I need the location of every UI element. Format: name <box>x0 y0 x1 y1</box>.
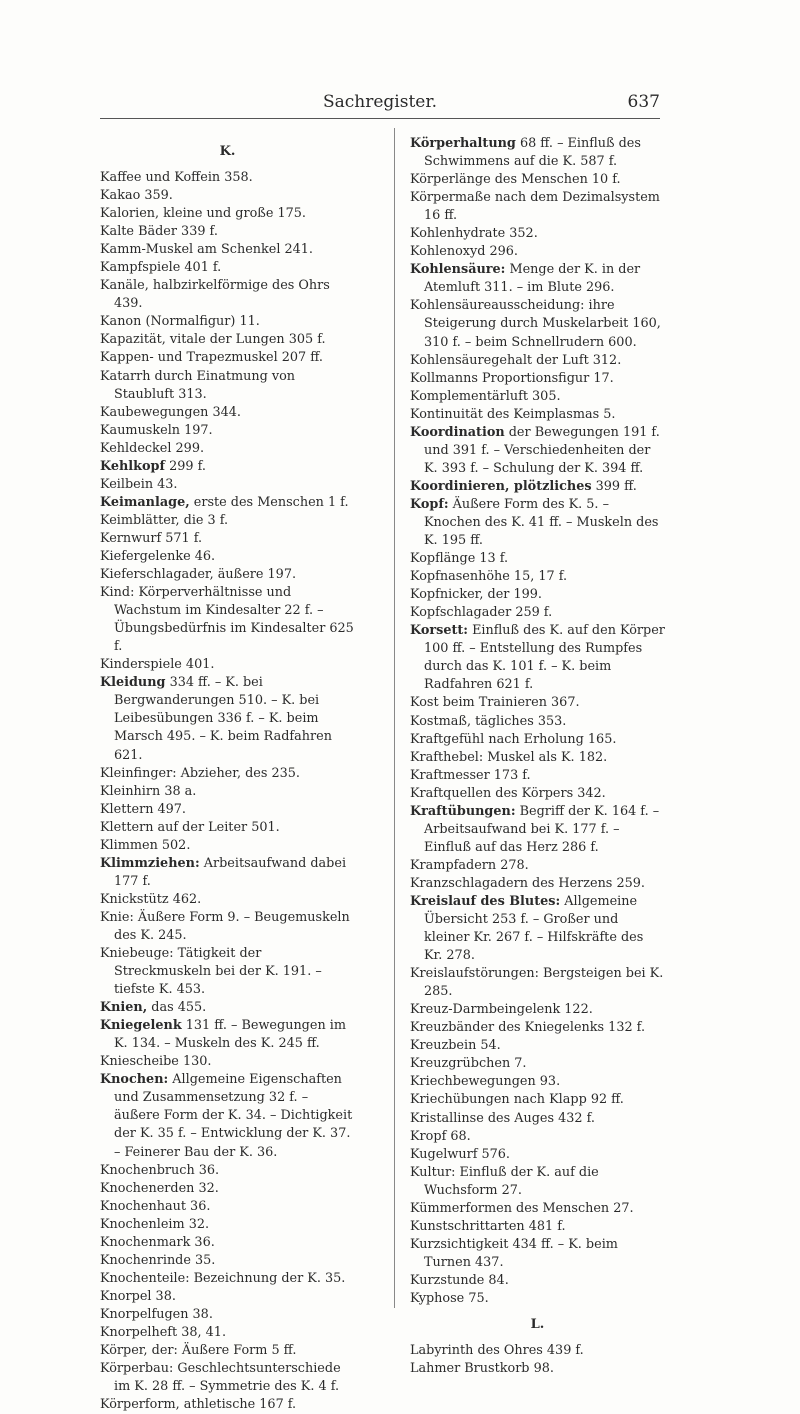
index-entry <box>410 893 665 965</box>
index-entry-text: Kaumuskeln 197. <box>100 422 213 438</box>
index-entry-text: Knochenmark 36. <box>100 1234 215 1250</box>
index-entry-text: Kreislaufstörungen: Bergsteigen bei K. 285. <box>410 966 664 1000</box>
index-entry-text: Katarrh durch Einatmung von Staubluft 313. <box>100 368 296 402</box>
index-entry-text: Kanon (Normalfigur) 11. <box>100 314 260 330</box>
index-entry-headword: Kniegelenk <box>100 1018 182 1034</box>
index-entry-text: Kamm-Muskel am Schenkel 241. <box>100 242 313 258</box>
index-entry-text: Kieferschlagader, äußere 197. <box>100 567 297 583</box>
index-entry-text: Kniescheibe 130. <box>100 1054 212 1070</box>
index-entry <box>410 352 665 370</box>
index-entry <box>100 223 355 241</box>
index-entry <box>100 1234 355 1252</box>
index-entry-text: Komplementärluft 305. <box>410 388 561 404</box>
index-entry-headword: Koordinieren, plötzliches <box>410 478 592 494</box>
index-entry-text: Körperlänge des Menschen 10 f. <box>410 172 621 188</box>
index-entry-text: Kraftgefühl nach Erholung 165. <box>410 731 617 747</box>
index-entry-text: Kranzschlagadern des Herzens 259. <box>410 875 645 891</box>
index-entry-text: Allgemeine Eigenschaften und Zusammensetzung 32 f. – äußere Form der K. 34. – Dichtigkeit der K. 35 f. – Entwicklung der K. 37. – Feinerer Bau der K. 36. <box>114 1072 353 1160</box>
index-entry <box>100 440 355 458</box>
index-entry-text: Kaubewegungen 344. <box>100 404 241 420</box>
index-entry <box>100 765 355 783</box>
index-entry-text: Knickstütz 462. <box>100 891 202 907</box>
index-entry <box>410 1218 665 1236</box>
index-entry <box>410 749 665 767</box>
index-entry-text: Kreuzbänder des Kniegelenks 132 f. <box>410 1020 646 1036</box>
index-entry <box>410 1073 665 1091</box>
index-entry <box>410 1110 665 1128</box>
index-entry <box>410 370 665 388</box>
index-entry <box>410 1164 665 1200</box>
index-entry-text: Kalorien, kleine und große 175. <box>100 206 306 222</box>
column-divider <box>394 128 395 1308</box>
index-entry-headword: Körperhaltung <box>410 136 516 151</box>
index-entry <box>100 1252 355 1270</box>
index-entry-text: der Bewegungen 191 f. und 391 f. – Verschiedenheiten der K. 393 f. – Schulung der K. 394 ff. <box>424 424 660 476</box>
index-entry <box>100 169 355 187</box>
index-entry <box>410 388 665 406</box>
section-letter-k: K. <box>219 144 236 159</box>
index-entry-text: Knorpelfugen 38. <box>100 1306 213 1322</box>
index-entry-text: Keilbein 43. <box>100 476 178 492</box>
index-entry-headword: Kreislauf des Blutes: <box>410 893 561 909</box>
index-entry-headword: Kleidung <box>100 675 166 691</box>
index-entry <box>410 1290 665 1308</box>
index-entry <box>410 875 665 893</box>
index-entry-text: Kreuzgrübchen 7. <box>410 1056 527 1072</box>
index-entry-headword: Kehlkopf <box>100 458 166 474</box>
index-entry-text: Kollmanns Proportionsfigur 17. <box>410 370 614 386</box>
index-entry-text: Kontinuität des Keimplasmas 5. <box>410 406 616 422</box>
index-entry-text: Kakao 359. <box>100 188 173 204</box>
index-entry <box>100 801 355 819</box>
index-entry <box>100 187 355 205</box>
index-entry-headword: Kohlensäure: <box>410 262 506 278</box>
index-entry <box>100 1396 355 1414</box>
index-entry-text: Kanäle, halbzirkelförmige des Ohrs 439. <box>100 278 330 312</box>
index-entry <box>410 1272 665 1290</box>
index-entry <box>100 1216 355 1234</box>
index-entry-text: Allgemeine Übersicht 253 f. – Großer und kleiner Kr. 267 f. – Hilfskräfte des Kr. 278. <box>424 893 644 964</box>
index-entry <box>410 965 665 1001</box>
index-entry <box>100 1270 355 1288</box>
index-entry <box>410 803 665 857</box>
index-entry <box>100 313 355 331</box>
index-entry <box>100 530 355 548</box>
index-entry-text: Einfluß des K. auf den Körper 100 ff. – Entstellung des Rumpfes durch das K. 101 f. – K. beim Radfahren 621 f. <box>424 623 665 693</box>
index-entry <box>100 1071 355 1161</box>
index-entry-text: Kultur: Einfluß der K. auf die Wuchsform 27. <box>410 1164 599 1198</box>
index-entry-text: Kreuz-Darmbeingelenk 122. <box>410 1002 593 1018</box>
index-entry <box>410 171 665 189</box>
index-entry <box>100 494 355 512</box>
index-entry <box>100 404 355 422</box>
index-entry-text: 334 ff. – K. bei Bergwanderungen 510. – K. bei Leibesübungen 336 f. – K. beim Marsch 495. – K. beim Radfahren 621. <box>114 675 332 763</box>
index-entry <box>410 189 665 225</box>
index-entry-text: Knochenrinde 35. <box>100 1252 216 1268</box>
index-entry <box>100 241 355 259</box>
index-entry-text: Klettern 497. <box>100 801 187 817</box>
index-entry-text: Knochenerden 32. <box>100 1180 219 1196</box>
index-entry <box>410 857 665 875</box>
index-entry-text: Knochenleim 32. <box>100 1216 210 1232</box>
index-entry-text: Keimblätter, die 3 f. <box>100 512 229 528</box>
index-entry <box>100 1198 355 1216</box>
index-entry <box>410 1091 665 1109</box>
index-entry-text: Kohlenoxyd 296. <box>410 244 518 260</box>
index-entry <box>410 297 665 351</box>
index-entry-text: Kapazität, vitale der Lungen 305 f. <box>100 332 326 348</box>
left-column <box>100 135 355 1414</box>
index-entry-headword: Keimanlage, <box>100 494 190 510</box>
index-entry-headword: Kopf: <box>410 496 449 512</box>
index-entry-text: Körpermaße nach dem Dezimalsystem 16 ff. <box>410 190 660 224</box>
index-entry-text: 299 f. <box>165 458 206 474</box>
index-entry-text: Kiefergelenke 46. <box>100 548 216 564</box>
index-entry-text: Knochenhaut 36. <box>100 1198 211 1214</box>
index-entry <box>100 566 355 584</box>
index-entry <box>410 1019 665 1037</box>
index-entry <box>100 512 355 530</box>
index-entry-text: Lahmer Brustkorb 98. <box>410 1361 554 1377</box>
index-entry-text: Kost beim Trainieren 367. <box>410 695 580 711</box>
index-entry-text: Kriechbewegungen 93. <box>410 1074 561 1090</box>
index-entry <box>100 458 355 476</box>
index-entry-text: Knorpelheft 38, 41. <box>100 1325 227 1340</box>
index-entry-text: Knochenbruch 36. <box>100 1162 220 1178</box>
index-entry <box>100 783 355 801</box>
index-entry-text: Kappen- und Trapezmuskel 207 ff. <box>100 350 323 366</box>
index-entry <box>410 1001 665 1019</box>
index-entry <box>100 476 355 494</box>
index-entry-text: Kehldeckel 299. <box>100 440 205 456</box>
index-entry-text: Kümmerformen des Menschen 27. <box>410 1200 634 1216</box>
index-entry-text: Kohlenhydrate 352. <box>410 226 538 242</box>
index-entry-text: 131 ff. – Bewegungen im K. 134. – Muskeln des K. 245 ff. <box>114 1018 346 1052</box>
running-title: Sachregister. <box>322 92 438 112</box>
index-entry <box>410 785 665 803</box>
index-entry-text: Kristallinse des Auges 432 f. <box>410 1110 595 1126</box>
index-entry <box>100 349 355 367</box>
index-entry-text: Kunstschrittarten 481 f. <box>410 1218 566 1234</box>
index-entry-text: Knorpel 38. <box>100 1288 176 1304</box>
index-entry-text: Knie: Äußere Form 9. – Beugemuskeln des K. 245. <box>100 909 350 943</box>
index-entry <box>410 1342 665 1360</box>
index-entry <box>100 945 355 999</box>
index-entry-text: Kaffee und Koffein 358. <box>100 170 253 185</box>
index-entry <box>410 1200 665 1218</box>
index-entry-text: Kopflänge 13 f. <box>410 551 509 567</box>
index-entry-text: Kugelwurf 576. <box>410 1146 510 1162</box>
page-header <box>100 88 660 118</box>
index-entry <box>410 713 665 731</box>
index-entry-text: Körper, der: Äußere Form 5 ff. <box>100 1343 297 1359</box>
index-entry <box>410 1128 665 1146</box>
index-entry <box>100 548 355 566</box>
index-entry <box>410 604 665 622</box>
left-entry-list <box>100 169 355 1414</box>
index-entry <box>100 259 355 277</box>
index-entry-text: Klimmen 502. <box>100 837 191 853</box>
index-entry-text: das 455. <box>147 1000 207 1016</box>
index-entry <box>100 368 355 404</box>
index-entry-text: Menge der K. in der Atemluft 311. – im Blute 296. <box>424 262 641 296</box>
index-entry <box>410 1360 665 1378</box>
index-entry <box>100 999 355 1017</box>
index-entry-text: Klettern auf der Leiter 501. <box>100 819 280 835</box>
index-entry-text: 68 ff. – Einfluß des Schwimmens auf die K. 587 f. <box>424 136 641 170</box>
section-letter-l: L. <box>530 1317 545 1333</box>
index-entry-text: Körperbau: Geschlechtsunterschiede im K. 28 ff. – Symmetrie des K. 4 f. <box>100 1361 341 1395</box>
index-entry-text: Kohlensäuregehalt der Luft 312. <box>410 352 622 368</box>
right-column <box>410 135 665 1378</box>
index-entry-text: Kniebeuge: Tätigkeit der Streckmuskeln bei der K. 191. – tiefste K. 453. <box>100 946 322 998</box>
index-entry-headword: Korsett: <box>410 623 469 639</box>
index-entry-text: Krampfadern 278. <box>410 857 529 873</box>
index-entry-text: Kurzsichtigkeit 434 ff. – K. beim Turnen 437. <box>410 1236 618 1270</box>
index-entry <box>410 424 665 478</box>
index-entry-text: Kopfschlagader 259 f. <box>410 605 553 621</box>
index-entry <box>410 1055 665 1073</box>
index-entry-text: Kampfspiele 401 f. <box>100 260 222 276</box>
index-entry-text: Kopfnicker, der 199. <box>410 587 542 603</box>
index-entry <box>100 656 355 674</box>
index-entry-text: Kurzstunde 84. <box>410 1272 509 1288</box>
index-entry <box>100 1324 355 1342</box>
index-entry <box>100 1053 355 1071</box>
index-entry <box>100 277 355 313</box>
index-entry-text: Arbeitsaufwand dabei 177 f. <box>114 855 347 889</box>
index-entry <box>100 1288 355 1306</box>
index-entry-headword: Knien, <box>100 1000 148 1016</box>
index-entry-text: Begriff der K. 164 f. – Arbeitsaufwand bei K. 177 f. – Einfluß auf das Herz 286 f. <box>424 803 660 855</box>
index-entry-text: Kropf 68. <box>410 1128 471 1144</box>
index-entry-headword: Kraftübungen: <box>410 803 516 819</box>
index-entry <box>410 586 665 604</box>
index-entry <box>100 584 355 656</box>
page-number: 637 <box>627 92 660 112</box>
header-rule <box>100 118 660 119</box>
index-entry-text: Kreuzbein 54. <box>410 1038 501 1054</box>
index-entry <box>410 1037 665 1055</box>
index-entry <box>100 1162 355 1180</box>
index-entry <box>410 406 665 424</box>
index-entry <box>100 891 355 909</box>
index-entry-text: Kriechübungen nach Klapp 92 ff. <box>410 1092 624 1108</box>
index-entry <box>410 496 665 550</box>
right-entry-list-l <box>410 1342 665 1378</box>
index-entry <box>100 909 355 945</box>
index-entry-text: Körperform, athletische 167 f. <box>100 1397 297 1413</box>
index-entry-text: Kleinfinger: Abzieher, des 235. <box>100 765 300 781</box>
index-entry-text: Kostmaß, tägliches 353. <box>410 713 567 729</box>
index-entry-text: Labyrinth des Ohres 439 f. <box>410 1343 584 1359</box>
index-entry-headword: Klimmziehen: <box>100 855 200 871</box>
index-entry <box>100 1180 355 1198</box>
index-entry <box>100 1306 355 1324</box>
index-entry-text: Krafthebel: Muskel als K. 182. <box>410 749 608 765</box>
index-entry-text: Kleinhirn 38 a. <box>100 783 197 799</box>
index-entry <box>410 731 665 749</box>
index-entry <box>100 331 355 349</box>
index-entry-text: Kohlensäureausscheidung: ihre Steigerung durch Muskelarbeit 160, 310 f. – beim Schnellrudern 600. <box>410 298 661 350</box>
index-entry <box>100 855 355 891</box>
index-entry-text: Kalte Bäder 339 f. <box>100 224 218 240</box>
index-entry <box>100 819 355 837</box>
index-entry <box>410 767 665 785</box>
index-entry <box>100 674 355 764</box>
index-entry <box>410 478 665 496</box>
index-entry-headword: Knochen: <box>100 1072 169 1088</box>
index-entry <box>100 1360 355 1396</box>
index-entry <box>410 1146 665 1164</box>
index-entry <box>410 694 665 712</box>
index-entry <box>410 135 665 171</box>
right-entry-list <box>410 135 665 1308</box>
index-entry <box>410 225 665 243</box>
index-entry <box>410 261 665 297</box>
index-entry <box>410 243 665 261</box>
index-entry <box>100 1017 355 1053</box>
index-entry <box>410 622 665 694</box>
index-entry-text: Kyphose 75. <box>410 1291 489 1306</box>
index-entry <box>100 205 355 223</box>
index-entry <box>100 422 355 440</box>
index-entry <box>410 1236 665 1272</box>
index-entry-text: 399 ff. <box>591 478 637 494</box>
index-entry-text: Äußere Form des K. 5. – Knochen des K. 41 ff. – Muskeln des K. 195 ff. <box>424 496 659 549</box>
index-entry <box>410 568 665 586</box>
index-entry-headword: Koordination <box>410 424 505 440</box>
index-entry-text: Kind: Körperverhältnisse und Wachstum im Kindesalter 22 f. – Übungsbedürfnis im Kindesalter 625 f. <box>100 585 354 655</box>
index-entry-text: Kinderspiele 401. <box>100 657 215 673</box>
index-entry-text: Kernwurf 571 f. <box>100 530 203 546</box>
index-entry-text: Kopfnasenhöhe 15, 17 f. <box>410 569 568 585</box>
index-entry <box>410 550 665 568</box>
index-entry-text: Kraftmesser 173 f. <box>410 767 531 783</box>
index-entry-text: erste des Menschen 1 f. <box>189 494 349 510</box>
index-entry <box>100 837 355 855</box>
index-entry-text: Knochenteile: Bezeichnung der K. 35. <box>100 1270 346 1286</box>
index-entry <box>100 1342 355 1360</box>
index-entry-text: Kraftquellen des Körpers 342. <box>410 785 606 801</box>
